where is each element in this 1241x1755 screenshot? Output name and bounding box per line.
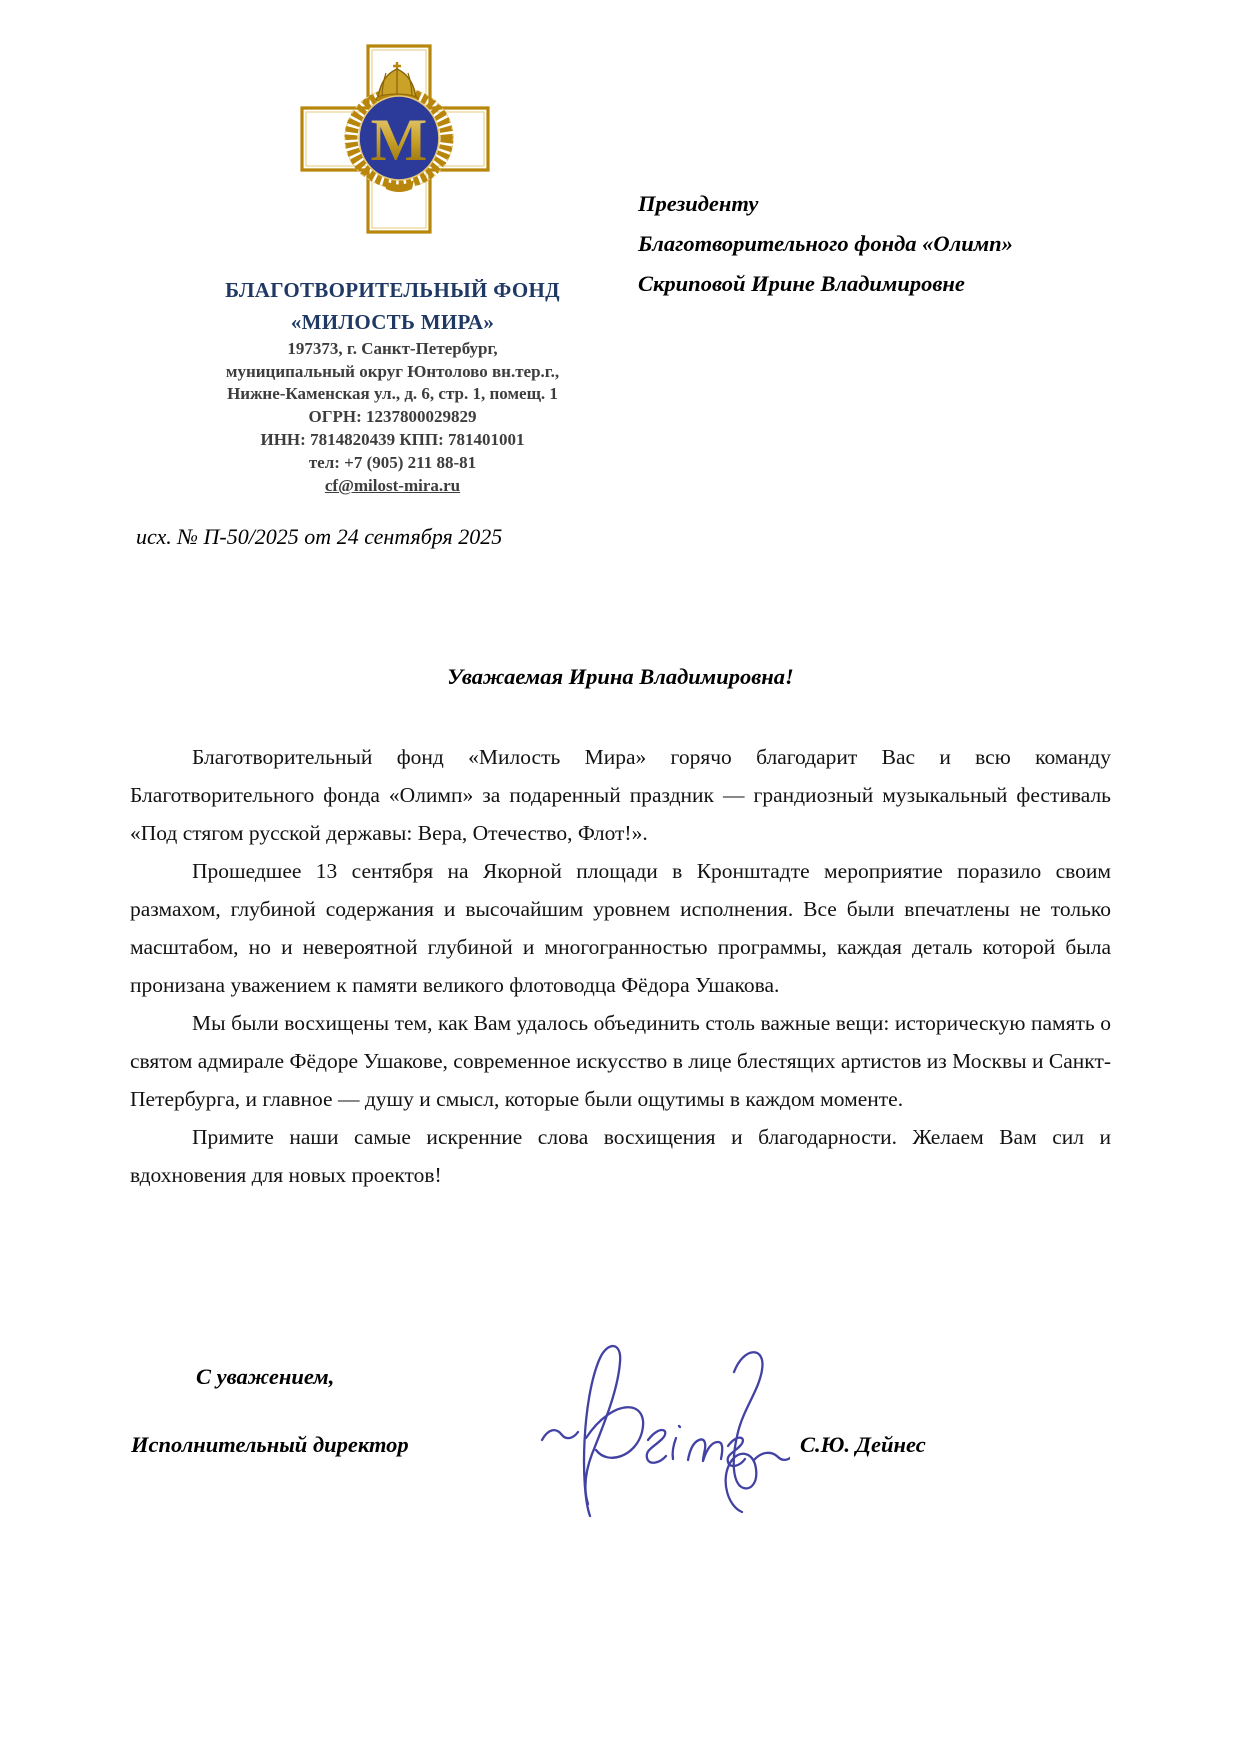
cross-medallion-logo [300, 40, 490, 236]
org-email-link[interactable]: cf@milost-mira.ru [324, 476, 461, 496]
signer-title: Исполнительный директор [131, 1432, 409, 1457]
body-paragraph: Прошедшее 13 сентября на Якорной площади в Кронштадте мероприятие поразило своим размахом, глубиной содержания и высочайшим уровнем исполнения. Все были впечатлены не только масштабом, но и невероятной глубиной и многогранностью программы, каждая деталь которой была пронизана уважением к памяти великого флотоводца Фёдора Ушакова. [130, 859, 1111, 997]
body-paragraph: Примите наши самые искренние слова восхищения и благодарности. Желаем Вам сил и вдохновения для новых проектов! [130, 1125, 1111, 1187]
closing-regards: С уважением, [196, 1364, 335, 1389]
org-address-line: 197373, г. Санкт-Петербург, [287, 339, 498, 358]
org-name-line1: БЛАГОТВОРИТЕЛЬНЫЙ ФОНД [225, 278, 560, 302]
outgoing-reference: исх. № П-50/2025 от 24 сентября 2025 [136, 524, 503, 549]
org-address-line: ОГРН: 1237800029829 [308, 407, 477, 427]
letter-body [130, 738, 1111, 1194]
org-address-line: ИНН: 7814820439 КПП: 781401001 [260, 429, 525, 449]
org-address-line: муниципальный округ Юнтолово вн.тер.г., [225, 361, 560, 381]
org-address-line: тел: +7 (905) 211 88-81 [308, 452, 477, 472]
org-address-block [130, 338, 655, 498]
org-address-line: Нижне-Каменская ул., д. 6, стр. 1, помещ. 1 [227, 384, 558, 404]
handwritten-signature [528, 1338, 790, 1533]
recipient-line-org: Благотворительного фонда «Олимп» [638, 231, 1013, 256]
monogram-m: M [370, 107, 428, 173]
signature-scrawl-icon [528, 1338, 790, 1533]
salutation: Уважаемая Ирина Владимировна! [447, 664, 794, 689]
signer-name: С.Ю. Дейнес [800, 1432, 926, 1457]
org-name-line2: «МИЛОСТЬ МИРА» [290, 310, 495, 334]
org-name [130, 274, 655, 338]
recipient-line-role: Президенту [638, 191, 759, 216]
body-paragraph: Мы были восхищены тем, как Вам удалось объединить столь важные вещи: историческую память о святом адмирале Фёдоре Ушакове, современное искусство в лице блестящих артистов из Москвы и Санкт-Петербурга, и главное — душу и смысл, которые были ощутимы в каждом моменте. [130, 1011, 1111, 1111]
foundation-logo [300, 40, 490, 236]
body-paragraph: Благотворительный фонд «Милость Мира» горячо благодарит Вас и всю команду Благотворительного фонда «Олимп» за подаренный праздник — грандиозный музыкальный фестиваль «Под стягом русской державы: Вера, Отечество, Флот!». [130, 745, 1111, 845]
recipient-block [638, 184, 1198, 304]
recipient-line-person: Скриповой Ирине Владимировне [638, 271, 965, 296]
